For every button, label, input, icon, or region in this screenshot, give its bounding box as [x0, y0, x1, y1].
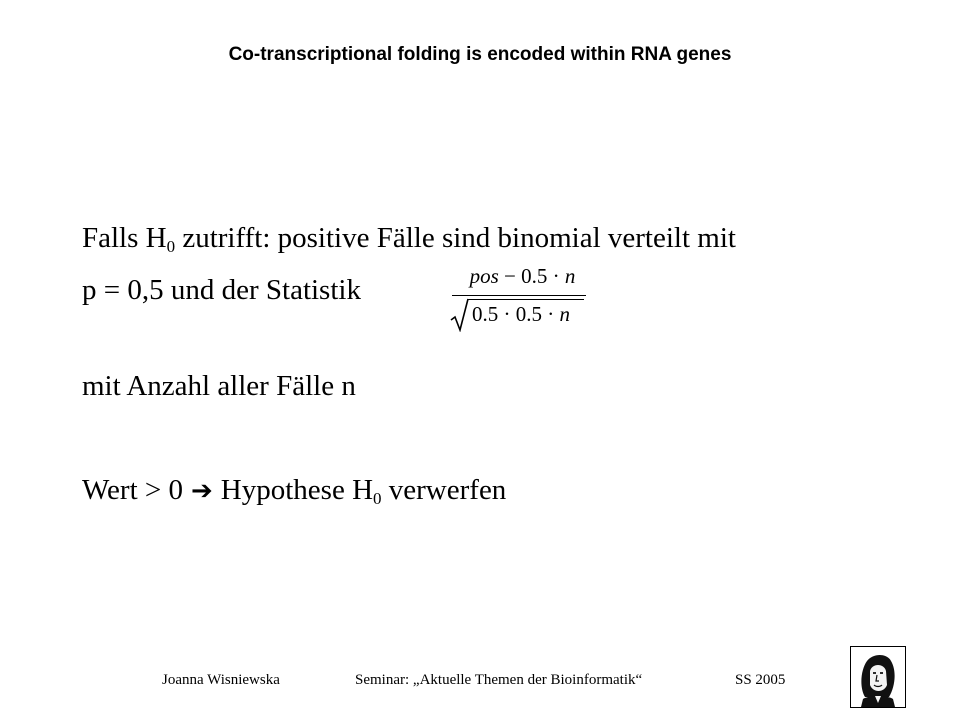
line4-text-a: Wert > 0 — [82, 474, 183, 506]
formula-den-n: n — [559, 302, 570, 326]
statistic-line: p = 0,5 und der Statistik — [82, 274, 361, 306]
count-line: mit Anzahl aller Fälle n — [82, 370, 356, 402]
formula-den-rest: 0.5 · 0.5 · — [472, 302, 560, 326]
formula-num-rest: − 0.5 · — [498, 264, 565, 288]
line1-text-a: Falls H — [82, 222, 167, 254]
formula-denominator — [472, 302, 570, 327]
statistic-formula — [450, 264, 590, 334]
line1-subscript: 0 — [166, 237, 176, 256]
formula-pos: pos — [469, 264, 499, 288]
line4-text-c: verwerfen — [381, 474, 507, 506]
conclusion-line — [82, 474, 506, 507]
university-logo-icon — [850, 646, 906, 708]
line4-text-b: Hypothese H — [220, 474, 374, 506]
sqrt-sign-icon — [450, 298, 470, 332]
formula-num-n: n — [564, 264, 576, 288]
footer-term: SS 2005 — [735, 672, 786, 688]
slide-title: Co-transcriptional folding is encoded within RNA genes — [228, 44, 732, 65]
footer-seminar: Seminar: „Aktuelle Themen der Bioinformatik“ — [355, 672, 643, 688]
hypothesis-line — [82, 222, 736, 255]
formula-numerator — [460, 264, 585, 289]
line1-text-b: zutrifft: positive Fälle sind binomial verteilt mit — [175, 222, 736, 254]
arrow-right-icon: ➔ — [191, 476, 213, 506]
sqrt-vinculum — [468, 299, 584, 300]
fraction-bar — [452, 295, 586, 296]
line4-subscript: 0 — [373, 489, 382, 508]
footer-author: Joanna Wisniewska — [162, 672, 280, 688]
